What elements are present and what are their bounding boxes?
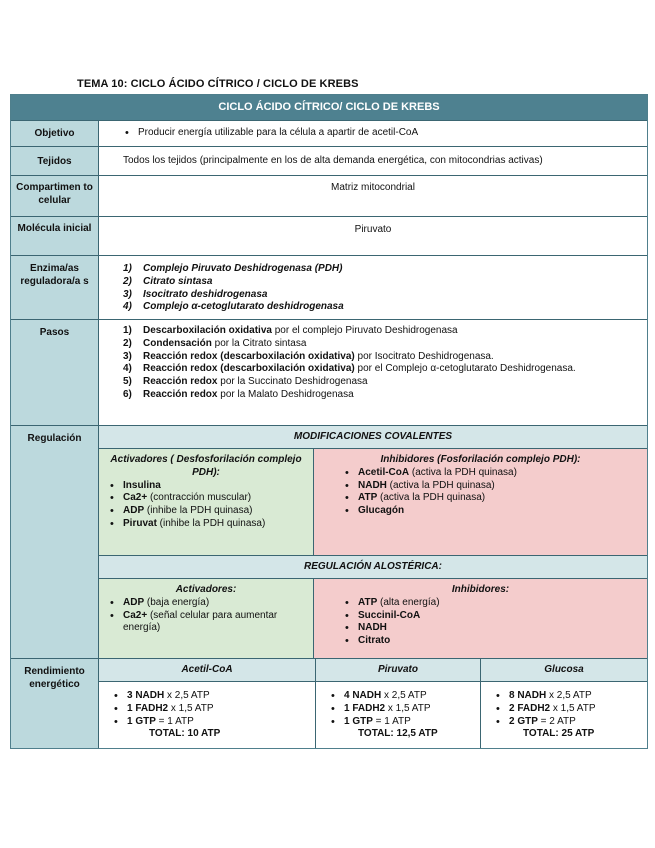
- row-pasos: [11, 320, 647, 426]
- row-enzimas: [11, 256, 647, 320]
- cell-title: Activadores ( Desfosforilación complejo PDH):: [110, 454, 302, 478]
- row-label: Pasos: [11, 320, 99, 425]
- yield-total: TOTAL: 25 ATP: [523, 728, 595, 740]
- yield-total: TOTAL: 10 ATP: [149, 728, 221, 740]
- yield-column-body: [99, 682, 315, 746]
- list-item: • ATP (alta energía): [358, 597, 639, 610]
- row-content: Piruvato: [354, 224, 392, 235]
- list-item: • NADH: [358, 622, 639, 635]
- list-item: 2) Citrato sintasa: [123, 275, 213, 287]
- row-compartimento: [11, 176, 647, 217]
- yield-column-acetil-coa: [99, 659, 316, 748]
- list-item: • Ca2+ (señal celular para aumentar energía): [123, 610, 305, 636]
- covalent-activators: [99, 449, 314, 555]
- regulation-panel: [99, 426, 647, 658]
- list-item: • Producir energía utilizable para la célula a apartir de acetil-CoA: [138, 127, 640, 140]
- yield-total: TOTAL: 12,5 ATP: [358, 728, 438, 740]
- covalent-section-title: MODIFICACIONES COVALENTES: [99, 426, 647, 449]
- row-label: Objetivo: [11, 121, 99, 146]
- list-item: 2) Condensación por la Citrato sintasa: [123, 337, 307, 349]
- cell-title: Inhibidores (Fosforilación complejo PDH):: [380, 454, 581, 465]
- row-label: Enzima/as reguladora/a s: [11, 256, 99, 319]
- cell-title: Inhibidores:: [451, 584, 510, 595]
- row-content: [99, 256, 647, 319]
- row-label: Tejidos: [11, 147, 99, 175]
- yield-column-body: [316, 682, 480, 746]
- list-item: 4) Complejo α-cetoglutarato deshidrogenasa: [123, 301, 344, 313]
- allosteric-section-title: REGULACIÓN ALOSTÉRICA:: [99, 556, 647, 579]
- row-rendimiento: [11, 659, 647, 748]
- yield-column-title: Acetil-CoA: [99, 659, 315, 682]
- row-content: Todos los tejidos (principalmente en los de alta demanda energética, con mitocondrias activas): [123, 155, 543, 166]
- list-item: 3) Reacción redox (descarboxilación oxidativa) por Isocitrato Deshidrogenasa.: [123, 350, 494, 362]
- list-item: 3) Isocitrato deshidrogenasa: [123, 288, 268, 300]
- yield-column-body: [481, 682, 647, 746]
- row-content: [99, 121, 647, 146]
- row-label: Molécula inicial: [11, 217, 99, 255]
- list-item: • ATP (activa la PDH quinasa): [358, 492, 639, 505]
- row-label: Rendimiento energético: [11, 659, 99, 748]
- list-item: 1) Descarboxilación oxidativa por el complejo Piruvato Deshidrogenasa: [123, 325, 458, 336]
- list-item: • ADP (baja energía): [123, 597, 305, 610]
- list-item: 6) Reacción redox por la Malato Deshidrogenasa: [123, 388, 354, 400]
- list-item: 5) Reacción redox por la Succinato Deshidrogenasa: [123, 376, 368, 388]
- row-label: Compartimen to celular: [11, 176, 99, 216]
- row-regulacion: [11, 426, 647, 659]
- list-item: • 1 FADH2 x 1,5 ATP: [344, 703, 472, 716]
- allosteric-section: [99, 579, 647, 658]
- yield-column-title: Piruvato: [316, 659, 480, 682]
- table-header: CICLO ÁCIDO CÍTRICO/ CICLO DE KREBS: [11, 95, 647, 121]
- yield-column-title: Glucosa: [481, 659, 647, 682]
- list-item: • 1 GTP = 1 ATP: [344, 716, 472, 729]
- list-item: • Succinil-CoA: [358, 610, 639, 623]
- row-label: Regulación: [11, 426, 99, 658]
- krebs-summary-table: [10, 94, 648, 749]
- list-item: • Ca2+ (contracción muscular): [123, 492, 305, 505]
- allosteric-activators: [99, 579, 314, 658]
- list-item: • 4 NADH x 2,5 ATP: [344, 690, 472, 703]
- cell-title: Activadores:: [175, 584, 237, 595]
- list-item: • 2 GTP = 2 ATP: [509, 716, 639, 729]
- list-item: 1) Complejo Piruvato Deshidrogenasa (PDH): [123, 263, 343, 274]
- covalent-inhibitors: [314, 449, 647, 555]
- yield-column-piruvato: [316, 659, 481, 748]
- list-item: • 1 FADH2 x 1,5 ATP: [127, 703, 307, 716]
- list-item: • Insulina: [123, 480, 305, 493]
- list-item: • Citrato: [358, 635, 639, 648]
- list-item: • Glucagón: [358, 505, 639, 518]
- list-item: • 2 FADH2 x 1,5 ATP: [509, 703, 639, 716]
- row-content: [99, 320, 647, 425]
- allosteric-inhibitors: [314, 579, 647, 658]
- list-item: 4) Reacción redox (descarboxilación oxidativa) por el Complejo α-cetoglutarato Deshidrogenasa.: [123, 363, 576, 375]
- list-item: • Acetil-CoA (activa la PDH quinasa): [358, 467, 639, 480]
- yield-column-glucosa: [481, 659, 647, 748]
- covalent-section: [99, 449, 647, 556]
- list-item: • Piruvat (inhibe la PDH quinasa): [123, 518, 305, 531]
- list-item: • ADP (inhibe la PDH quinasa): [123, 505, 305, 518]
- list-item: • 3 NADH x 2,5 ATP: [127, 690, 307, 703]
- row-objetivo: [11, 121, 647, 147]
- row-tejidos: [11, 147, 647, 176]
- document-title: TEMA 10: CICLO ÁCIDO CÍTRICO / CICLO DE KREBS: [77, 78, 359, 90]
- list-item: • 8 NADH x 2,5 ATP: [509, 690, 639, 703]
- yield-panel: [99, 659, 647, 748]
- row-content: Matriz mitocondrial: [331, 182, 415, 193]
- list-item: • NADH (activa la PDH quinasa): [358, 480, 639, 493]
- row-molecula: [11, 217, 647, 256]
- list-item: • 1 GTP = 1 ATP: [127, 716, 307, 729]
